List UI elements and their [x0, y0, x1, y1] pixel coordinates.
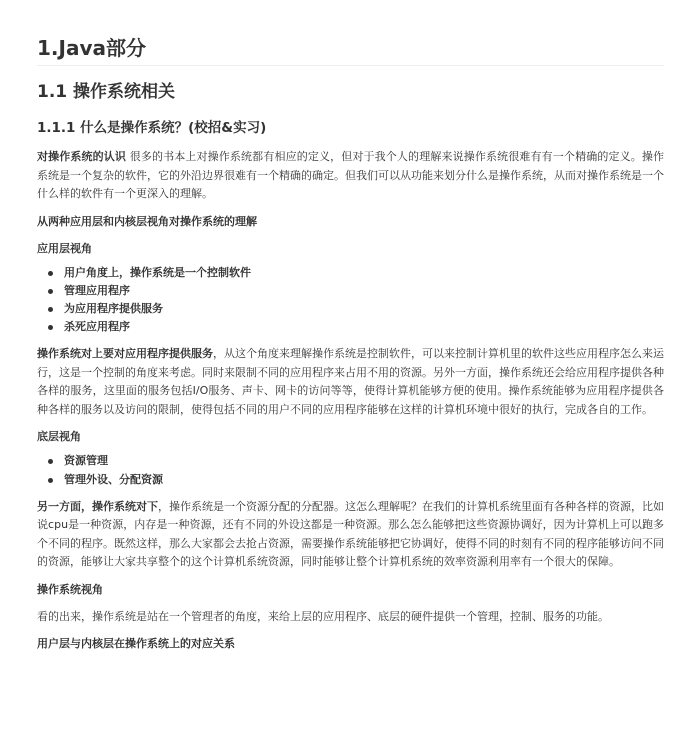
paragraph-os-understanding-text: 很多的书本上对操作系统都有相应的定义，但对于我个人的理解来说操作系统很难有有一个精确的定义。操作系统是一个复杂的软件，它的外沿边界很难有一个精确的确定。但我们可以从功能来划分什么是操作系统，从而对操作系统是一个什么样的软件有一个更深入的理解。: [37, 150, 664, 200]
list-item-text: 资源管理: [64, 454, 108, 468]
bold-os-lower-resources: 另一方面，操作系统对下: [37, 499, 158, 513]
list-item-text: 为应用程序提供服务: [64, 301, 163, 315]
paragraph-os-lower-resources-text: ，操作系统是一个资源分配的分配器。这怎么理解呢？在我们的计算机系统里面有各种各样的资源，比如说cpu是一种资源，内存是一种资源，还有不同的外设这都是一种资源。那么怎么能够把这些资源协调好，因为计算机上可以跑多个不同的程序。既然这样，那么大家都会去抢占资源，需要操作系统能够把它协调好，使得不同的时刻有不同的程序能够访问不同的资源，能够让大家共享整个的这个计算机系统资源，同时能够让整个计算机系统的效率资源利用率有一个很大的保障。: [37, 499, 664, 569]
bottom-view-list: [37, 452, 664, 488]
bullet-icon: [48, 271, 53, 276]
paragraph-os-manager: 看的出来，操作系统是站在一个管理者的角度，来给上层的应用程序、底层的硬件提供一个管理，控制、服务的功能。: [37, 609, 609, 623]
heading-bottom-view: 底层视角: [37, 430, 81, 444]
heading-two-views: 从两种应用层和内核层视角对操作系统的理解: [37, 214, 257, 228]
app-view-list: [37, 264, 664, 337]
heading-2-os-related: 1.1 操作系统相关: [37, 82, 176, 102]
heading-3-what-is-os: 1.1.1 什么是操作系统？(校招&实习): [37, 120, 267, 136]
bullet-icon: [48, 478, 53, 483]
list-item-text: 用户角度上，操作系统是一个控制软件: [64, 265, 251, 279]
heading-1-java: 1.Java部分: [37, 0, 664, 66]
list-item: [64, 471, 664, 489]
bold-os-understanding: 对操作系统的认识: [37, 150, 127, 163]
list-item-text: 管理外设、分配资源: [64, 472, 163, 486]
list-item: [64, 452, 664, 470]
list-item: [64, 300, 664, 318]
bullet-icon: [48, 289, 53, 294]
bold-os-upper-services: 操作系统对上要对应用程序提供服务: [37, 347, 213, 361]
bullet-icon: [48, 325, 53, 330]
bullet-icon: [48, 307, 53, 312]
list-item: [64, 318, 664, 336]
list-item-text: 管理应用程序: [64, 283, 130, 297]
paragraph-os-lower-resources: [37, 498, 664, 572]
paragraph-os-upper-services: [37, 345, 664, 419]
heading-user-kernel: 用户层与内核层在操作系统上的对应关系: [37, 637, 235, 651]
list-item: [64, 264, 664, 282]
list-item-text: 杀死应用程序: [64, 320, 130, 334]
bullet-icon: [48, 459, 53, 464]
list-item: [64, 282, 664, 300]
paragraph-os-upper-services-text: ，从这个角度来理解操作系统是控制软件，可以来控制计算机里的软件这些应用程序怎么来运行，这是一个控制的角度来考虑。同时来限制不同的应用程序来占用不用的资源。另外一方面，操作系统还会给应用程序提供各种各样的服务，这里面的服务包括I/O服务、声卡、网卡的访问等等，使得计算机能够方便的使用。操作系统能够为应用程序提供各种各样的服务以及访问的限制，使得包括不同的用户不同的应用程序能够在这样的计算机环境中很好的执行，完成各自的工作。: [37, 347, 664, 416]
heading-app-view: 应用层视角: [37, 241, 92, 255]
heading-os-view: 操作系统视角: [37, 582, 103, 596]
paragraph-os-understanding: [37, 148, 664, 204]
